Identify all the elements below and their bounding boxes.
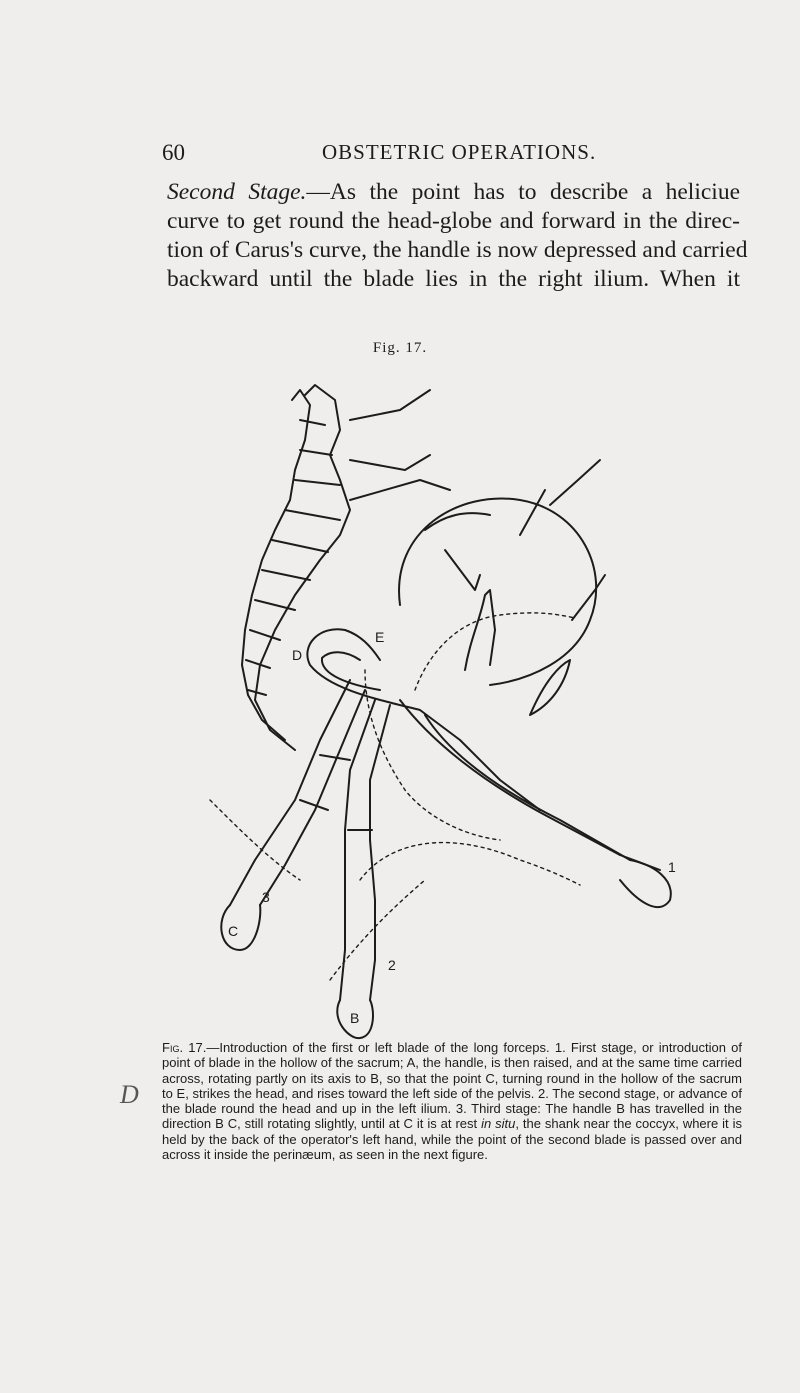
caption-italic: in situ xyxy=(481,1116,516,1132)
label-3: 3 xyxy=(262,889,270,905)
body-paragraph xyxy=(167,178,748,294)
page-header xyxy=(162,140,722,170)
forceps-illustration xyxy=(200,360,740,1040)
forceps-figure xyxy=(200,360,740,1040)
dotted-paths xyxy=(210,613,580,980)
label-b: B xyxy=(350,1010,360,1026)
caption-text-2: , the shank near the coccyx, where it is held by the back of the operator's left hand, while the point of the second blade is passed over and across it inside the perinæum, as seen in the next figure. xyxy=(162,1116,742,1163)
figure-caption xyxy=(162,1040,742,1162)
caption-text-1: —Introduction of the first or left blade of the long forceps. 1. First stage, or introduction of point of blade in the hollow of the sacrum; A, the handle, is then raised, and at the same time carried across, rotating partly on its axis to B, so that the point C, turning round in the hollow of the sacrum to E, strikes the head, and rises toward the left side of the pelvis. 2. The second stage, or advance of the blade round the head and up in the left ilium. 3. Third stage: The handle B has travelled in the direction B C, still rotating slightly, until at C it is at rest xyxy=(162,1040,742,1132)
label-c: C xyxy=(228,923,239,939)
label-1: 1 xyxy=(668,859,676,875)
margin-annotation: D xyxy=(120,1080,139,1109)
handle-ends xyxy=(221,855,670,1038)
running-head: OBSTETRIC OPERATIONS. xyxy=(322,140,597,164)
label-2: 2 xyxy=(388,957,396,973)
body-line-3: tion of Carus's curve, the handle is now depressed and carried xyxy=(167,237,748,263)
page-number: 60 xyxy=(162,140,185,165)
sacrum-illustration xyxy=(242,385,450,750)
caption-label: Fig. 17. xyxy=(162,1040,207,1055)
body-line-1-text: —As the point has to describe a heliciue xyxy=(306,179,741,205)
forceps-blades xyxy=(230,629,630,1000)
label-d: D xyxy=(292,647,303,663)
section-lead: Second Stage. xyxy=(167,179,307,205)
fetal-head-illustration xyxy=(399,460,605,715)
figure-label: Fig. 17. xyxy=(372,340,428,356)
body-line-1 xyxy=(167,178,740,207)
label-e: E xyxy=(375,629,385,645)
body-line-2: curve to get round the head-globe and forward in the direc- xyxy=(167,208,740,234)
body-line-4: backward until the blade lies in the right ilium. When it xyxy=(167,266,740,292)
